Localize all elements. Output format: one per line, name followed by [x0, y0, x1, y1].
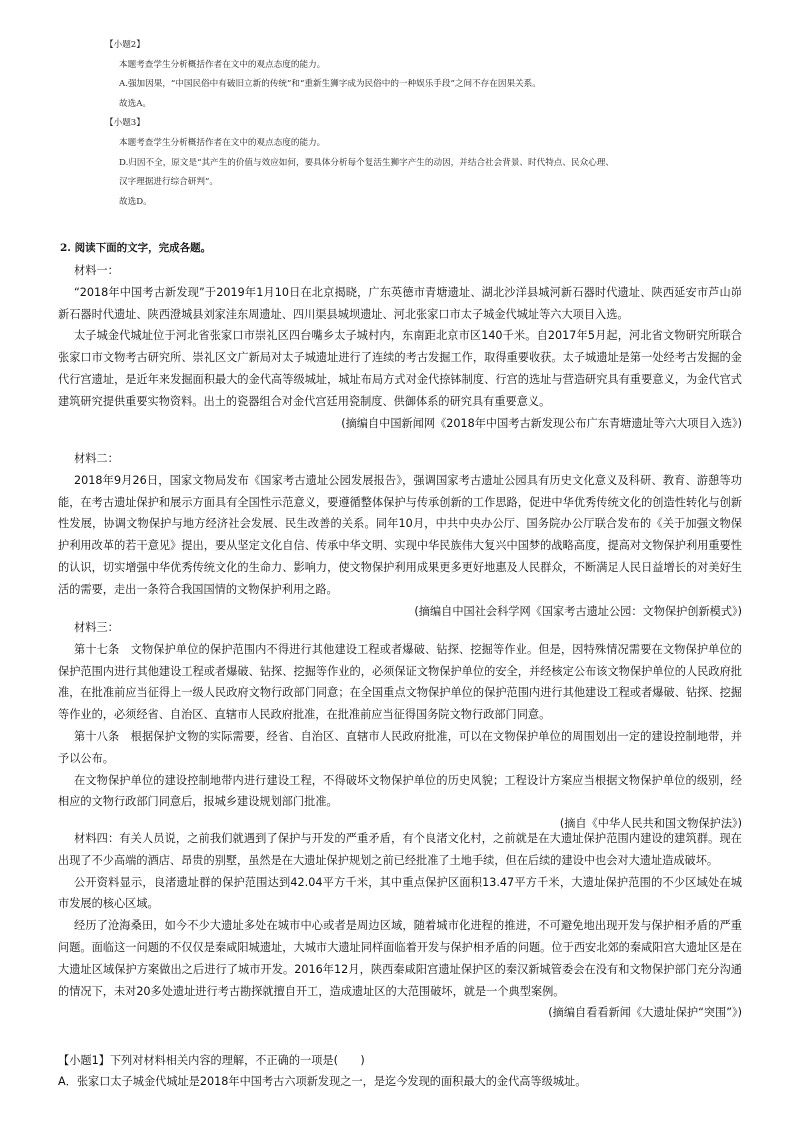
source-citation: (摘编自中国新闻网《2018年中国考古新发现公布广东青塘遗址等六大项目入选》) [341, 416, 742, 430]
question-heading: 2. 阅读下面的文字，完成各题。 [60, 242, 212, 254]
answer-line: D.归因不全，原文是“其产生的价值与效应如何，要具体分析每个复活生狮字产生的动因，并结合社会背景、时代特点、民众心理、 [119, 157, 614, 168]
question-block [58, 1050, 758, 1092]
sub-question-1: 【小题1】下列对材料相关内容的理解，不正确的一项是( ) [58, 1054, 365, 1067]
source-citation: (摘编自看看新闻《大遗址保护“突围”》) [548, 1006, 742, 1020]
paragraph: 太子城金代城址位于河北省张家口市崇礼区四台嘴乡太子城村内，东南距北京市区140千米。自2017年5月起，河北省文物研究所联合张家口市文物考古研究所、崇礼区文广新局对太子城遗址进行了连续的考古发掘工作，取得重要收获。太子城遗址是第一处经考古发掘的金代行宫遗址，是近年来发掘面积最大的金代高等级城址，城址布局方式对金代捺钵制度、行宫的选址与营造研究具有重要意义，为金代官式建筑研究提供重要实物资料。出土的瓷器组合对金代宫廷用瓷制度、供御体系的研究具有重要意义。 [58, 329, 742, 408]
answer-line: 本题考查学生分析概括作者在文中的观点态度的能力。 [119, 59, 326, 70]
answer-line: 故选A。 [119, 98, 151, 109]
material-label: 材料三： [74, 621, 119, 634]
answer-line: 【小题2】 [105, 40, 145, 50]
source-citation: (摘编自中国社会科学网《国家考古遗址公园：文物保护创新模式》) [414, 604, 742, 618]
paragraph: “2018年中国考古新发现”于2019年1月10日在北京揭晓，广东英德市青塘遗址、湖北沙洋县城河新石器时代遗址、陕西延安市芦山峁新石器时代遗址、陕西澄城县刘家洼东周遗址、四川渠县城坝遗址、河北张家口市太子城金代城址等六大项目入选。 [58, 285, 742, 321]
material-one [58, 260, 742, 434]
paragraph: 2018年9月26日，国家文物局发布《国家考古遗址公园发展报告》，强调国家考古遗址公园具有历史文化意义及科研、教育、游憩等功能，在考古遗址保护和展示方面具有全国性示范意义，要遵循整体保护与传承创新的工作思路，促进中华优秀传统文化的创造性转化与创新性发展，协调文物保护与地方经济社会发展、民生改善的关系。同年10月，中共中央办公厅、国务院办公厅联合发布的《关于加强文物保护利用改革的若干意见》提出，要从坚定文化自信、传承中华文明、实现中华民族伟大复兴中国梦的战略高度，提高对文物保护利用重要性的认识，切实增强中华优秀传统文化的生命力、影响力，使文物保护利用成果更多更好地惠及人民群众，不断满足人民日益增长的对美好生活的需要，走出一条符合我国国情的文物保护利用之路。 [58, 473, 742, 596]
answer-line: A.强加因果，“中国民俗中有破旧立新的传统”和“重新生狮字成为民俗中的一种娱乐手段”之间不存在因果关系。 [119, 79, 541, 90]
paragraph: 经历了沧海桑田，如今不少大遗址多处在城市中心或者是周边区域，随着城市化进程的推进，不可避免地出现开发与保护相矛盾的严重问题。面临这一问题的不仅仅是秦咸阳城遗址，大城市大遗址同样面临着开发与保护相矛盾的问题。位于西安北郊的秦咸阳宫大遗址区是在大遗址区域保护方案做出之后进行了城市开发。2016年12月，陕西秦咸阳宫遗址保护区的秦汉新城管委会在没有和文物保护部门充分沟通的情况下，未对20多处遗址进行考古勘探就擅自开工，造成遗址区的大范围破坏，就是一个典型案例。 [58, 919, 742, 998]
answer-explanation-block [105, 36, 745, 212]
paragraph: 在文物保护单位的建设控制地带内进行建设工程，不得破坏文物保护单位的历史风貌；工程设计方案应当根据文物保护单位的级别，经相应的文物行政部门同意后，报城乡建设规划部门批准。 [58, 773, 742, 809]
paragraph: 公开资料显示，良渚遗址群的保护范围达到42.04平方千米，其中重点保护区面积13.47平方千米，大遗址保护范围的不少区域处在城市发展的核心区域。 [58, 875, 742, 911]
option-a: A．张家口太子城金代城址是2018年中国考古六项新发现之一，是迄今发现的面积最大的金代高等级城址。 [58, 1075, 587, 1088]
material-label: 材料一： [74, 264, 119, 277]
paragraph: 材料四：有关人员说，之前我们就遇到了保护与开发的严重矛盾，有个良渚文化村，之前就是在大遗址保护范围内建设的建筑群。现在出现了不少高端的酒店、昂贵的别墅，虽然是在大遗址保护规划之前已经批准了土地手续，但在后续的建设中也会对大遗址造成破坏。 [58, 832, 742, 867]
paragraph: 第十七条 文物保护单位的保护范围内不得进行其他建设工程或者爆破、钻探、挖掘等作业。但是，因特殊情况需要在文物保护单位的保护范围内进行其他建设工程或者爆破、钻探、挖掘等作业的，必须保证文物保护单位的安全，并经核定公布该文物保护单位的人民政府批准，在批准前应当征得上一级人民政府文物行政部门同意；在全国重点文物保护单位的保护范围内进行其他建设工程或者爆破、钻探、挖掘等作业的，必须经省、自治区、直辖市人民政府批准，在批准前应当征得国务院文物行政部门同意。 [58, 642, 742, 722]
source-citation: (摘自《中华人民共和国文物保护法》) [559, 817, 742, 831]
answer-line: 【小题3】 [105, 118, 145, 129]
material-label: 材料二： [74, 452, 119, 465]
material-two [58, 448, 742, 622]
paragraph: 第十八条 根据保护文物的实际需要，经省、自治区、直辖市人民政府批准，可以在文物保护单位的周围划出一定的建设控制地带，并予以公布。 [58, 729, 742, 765]
answer-line: 故选D。 [119, 196, 152, 207]
material-three [58, 617, 742, 835]
answer-line: 汉字理据进行综合研判”。 [119, 177, 218, 188]
material-four [58, 828, 742, 1024]
answer-line: 本题考查学生分析概括作者在文中的观点态度的能力。 [119, 137, 326, 148]
